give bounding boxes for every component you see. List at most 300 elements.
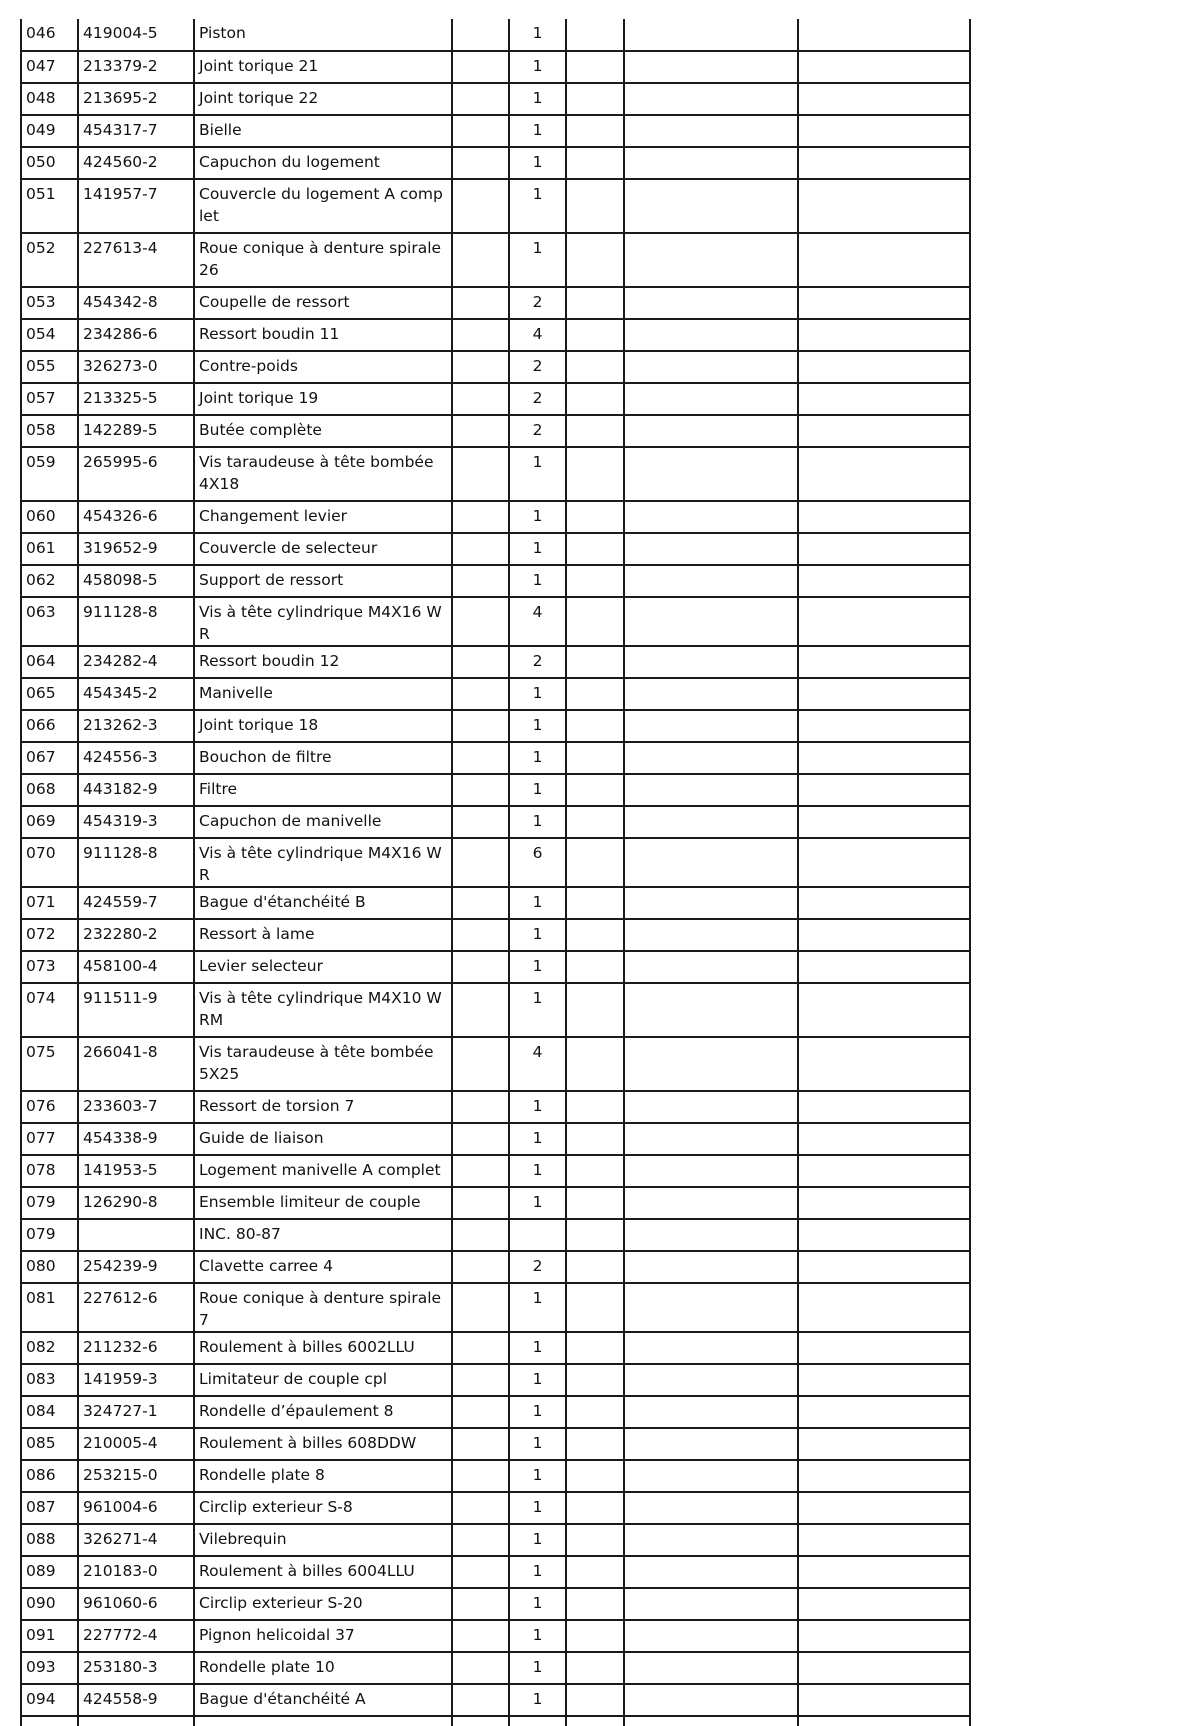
blank-cell xyxy=(566,1396,624,1428)
table-row xyxy=(21,115,970,147)
blank-cell xyxy=(452,83,509,115)
blank-cell xyxy=(798,51,970,83)
quantity-cell: 1 xyxy=(509,1524,566,1556)
blank-cell xyxy=(798,83,970,115)
blank-cell xyxy=(798,887,970,919)
description-cell: Guide de liaison xyxy=(194,1123,452,1155)
part-number-cell: 419004-5 xyxy=(78,19,194,51)
blank-cell xyxy=(452,1588,509,1620)
position-cell: 079 xyxy=(21,1219,78,1251)
table-row xyxy=(21,1332,970,1364)
quantity-cell: 1 xyxy=(509,1684,566,1716)
blank-cell xyxy=(452,1283,509,1332)
quantity-cell: 1 xyxy=(509,233,566,287)
blank-cell xyxy=(798,501,970,533)
part-number-cell: 424556-3 xyxy=(78,742,194,774)
blank-cell xyxy=(798,1460,970,1492)
quantity-cell: 6 xyxy=(509,838,566,887)
blank-cell xyxy=(566,1652,624,1684)
position-cell: 069 xyxy=(21,806,78,838)
blank-cell xyxy=(798,1556,970,1588)
blank-cell xyxy=(452,951,509,983)
part-number-cell: 424559-7 xyxy=(78,887,194,919)
blank-cell xyxy=(798,1652,970,1684)
position-cell: 050 xyxy=(21,147,78,179)
blank-cell xyxy=(452,1091,509,1123)
blank-cell xyxy=(452,774,509,806)
blank-cell xyxy=(624,806,798,838)
table-row xyxy=(21,319,970,351)
blank-cell xyxy=(798,919,970,951)
quantity-cell: 1 xyxy=(509,51,566,83)
blank-cell xyxy=(566,319,624,351)
quantity-cell: 1 xyxy=(509,447,566,501)
position-cell: 083 xyxy=(21,1364,78,1396)
table-row xyxy=(21,351,970,383)
blank-cell xyxy=(624,383,798,415)
blank-cell xyxy=(566,351,624,383)
blank-cell xyxy=(624,501,798,533)
position-cell: 077 xyxy=(21,1123,78,1155)
quantity-cell: 1 xyxy=(509,1428,566,1460)
blank-cell xyxy=(798,1037,970,1091)
description-cell: Limitateur de couple cpl xyxy=(194,1364,452,1396)
blank-cell xyxy=(566,51,624,83)
part-number-cell: 253215-0 xyxy=(78,1460,194,1492)
part-number-cell: 961004-6 xyxy=(78,1492,194,1524)
blank-cell xyxy=(624,83,798,115)
blank-cell xyxy=(624,319,798,351)
quantity-cell: 1 xyxy=(509,1283,566,1332)
blank-cell xyxy=(624,1652,798,1684)
table-row xyxy=(21,1492,970,1524)
description-cell: Bague d'étanchéité A xyxy=(194,1684,452,1716)
table-row xyxy=(21,1396,970,1428)
position-cell: 063 xyxy=(21,597,78,646)
description-cell: Joint torique 22 xyxy=(194,83,452,115)
description-cell: Bielle xyxy=(194,115,452,147)
quantity-cell: 1 xyxy=(509,1492,566,1524)
blank-cell xyxy=(566,1219,624,1251)
blank-cell xyxy=(566,678,624,710)
blank-cell xyxy=(798,710,970,742)
blank-cell xyxy=(798,1524,970,1556)
blank-cell xyxy=(566,951,624,983)
blank-cell xyxy=(624,179,798,233)
part-number-cell: 233603-7 xyxy=(78,1091,194,1123)
position-cell: 064 xyxy=(21,646,78,678)
blank-cell xyxy=(798,1155,970,1187)
blank-cell xyxy=(452,287,509,319)
blank-cell xyxy=(798,1428,970,1460)
table-row xyxy=(21,1037,970,1091)
table-row xyxy=(21,447,970,501)
position-cell: 052 xyxy=(21,233,78,287)
position-cell: 051 xyxy=(21,179,78,233)
description-cell: Couvercle de selecteur xyxy=(194,533,452,565)
blank-cell xyxy=(798,351,970,383)
blank-cell xyxy=(452,1716,509,1726)
blank-cell xyxy=(798,1251,970,1283)
blank-cell xyxy=(798,1123,970,1155)
blank-cell xyxy=(798,19,970,51)
quantity-cell: 1 xyxy=(509,1396,566,1428)
part-number-cell: 126290-8 xyxy=(78,1187,194,1219)
position-cell: 062 xyxy=(21,565,78,597)
position-cell: 059 xyxy=(21,447,78,501)
blank-cell xyxy=(624,565,798,597)
blank-cell xyxy=(798,1219,970,1251)
blank-cell xyxy=(798,287,970,319)
blank-cell xyxy=(566,233,624,287)
part-number-cell: 141959-3 xyxy=(78,1364,194,1396)
blank-cell xyxy=(566,710,624,742)
table-row xyxy=(21,1283,970,1332)
blank-cell xyxy=(452,1684,509,1716)
description-cell: Circlip exterieur S-20 xyxy=(194,1588,452,1620)
table-row xyxy=(21,179,970,233)
blank-cell xyxy=(798,806,970,838)
part-number-cell: 454319-3 xyxy=(78,806,194,838)
quantity-cell: 2 xyxy=(509,415,566,447)
blank-cell xyxy=(566,646,624,678)
blank-cell xyxy=(452,447,509,501)
blank-cell xyxy=(566,179,624,233)
description-cell: Ressort à lame xyxy=(194,919,452,951)
blank-cell xyxy=(624,1588,798,1620)
position-cell: 071 xyxy=(21,887,78,919)
part-number-cell: 911128-8 xyxy=(78,597,194,646)
table-row xyxy=(21,233,970,287)
blank-cell xyxy=(624,951,798,983)
blank-cell xyxy=(798,983,970,1037)
quantity-cell: 1 xyxy=(509,1620,566,1652)
blank-cell xyxy=(624,1620,798,1652)
blank-cell xyxy=(624,1460,798,1492)
table-row xyxy=(21,415,970,447)
position-cell: 048 xyxy=(21,83,78,115)
position-cell: 066 xyxy=(21,710,78,742)
table-row xyxy=(21,1123,970,1155)
table-row xyxy=(21,806,970,838)
quantity-cell: 1 xyxy=(509,1155,566,1187)
blank-cell xyxy=(624,233,798,287)
table-row xyxy=(21,1652,970,1684)
position-cell: 046 xyxy=(21,19,78,51)
description-cell: Ensemble limiteur de couple xyxy=(194,1187,452,1219)
table-row xyxy=(21,287,970,319)
part-number-cell: 213695-2 xyxy=(78,83,194,115)
table-row xyxy=(21,710,970,742)
position-cell: 076 xyxy=(21,1091,78,1123)
blank-cell xyxy=(452,742,509,774)
description-cell: Clavette carree 4 xyxy=(194,1251,452,1283)
blank-cell xyxy=(566,919,624,951)
position-cell: 057 xyxy=(21,383,78,415)
part-number-cell: 211232-6 xyxy=(78,1332,194,1364)
blank-cell xyxy=(566,742,624,774)
quantity-cell: 2 xyxy=(509,351,566,383)
part-number-cell: 458098-5 xyxy=(78,565,194,597)
part-number-cell: 227613-4 xyxy=(78,233,194,287)
table-row xyxy=(21,147,970,179)
description-cell: Vis taraudeuse à tête bombée 5X25 xyxy=(194,1037,452,1091)
table-row xyxy=(21,646,970,678)
blank-cell xyxy=(798,774,970,806)
blank-cell xyxy=(566,1251,624,1283)
description-cell: Bague d'étanchéité B xyxy=(194,887,452,919)
blank-cell xyxy=(798,597,970,646)
blank-cell xyxy=(624,287,798,319)
blank-cell xyxy=(21,1716,78,1726)
position-cell: 084 xyxy=(21,1396,78,1428)
blank-cell xyxy=(798,838,970,887)
blank-cell xyxy=(452,179,509,233)
blank-cell xyxy=(624,983,798,1037)
part-number-cell: 210005-4 xyxy=(78,1428,194,1460)
table-row xyxy=(21,1620,970,1652)
quantity-cell: 4 xyxy=(509,597,566,646)
blank-cell xyxy=(78,1716,194,1726)
description-cell: Ressort de torsion 7 xyxy=(194,1091,452,1123)
blank-cell xyxy=(566,1091,624,1123)
blank-cell xyxy=(452,501,509,533)
blank-cell xyxy=(452,233,509,287)
quantity-cell: 1 xyxy=(509,1364,566,1396)
position-cell: 053 xyxy=(21,287,78,319)
description-cell: Rondelle d’épaulement 8 xyxy=(194,1396,452,1428)
blank-cell xyxy=(452,1428,509,1460)
blank-cell xyxy=(566,1428,624,1460)
part-number-cell: 234286-6 xyxy=(78,319,194,351)
table-row xyxy=(21,919,970,951)
blank-cell xyxy=(624,646,798,678)
description-cell: Joint torique 18 xyxy=(194,710,452,742)
blank-cell xyxy=(566,1283,624,1332)
table-row xyxy=(21,1524,970,1556)
quantity-cell: 1 xyxy=(509,919,566,951)
part-number-cell: 234282-4 xyxy=(78,646,194,678)
blank-cell xyxy=(624,1187,798,1219)
quantity-cell: 1 xyxy=(509,1123,566,1155)
part-number-cell: 142289-5 xyxy=(78,415,194,447)
position-cell: 094 xyxy=(21,1684,78,1716)
blank-cell xyxy=(624,1396,798,1428)
quantity-cell: 1 xyxy=(509,115,566,147)
quantity-cell: 1 xyxy=(509,806,566,838)
blank-cell xyxy=(624,678,798,710)
blank-cell xyxy=(624,1364,798,1396)
part-number-cell: 454342-8 xyxy=(78,287,194,319)
part-number-cell: 266041-8 xyxy=(78,1037,194,1091)
position-cell: 087 xyxy=(21,1492,78,1524)
blank-cell xyxy=(624,838,798,887)
part-number-cell: 227772-4 xyxy=(78,1620,194,1652)
blank-cell xyxy=(452,147,509,179)
table-row xyxy=(21,533,970,565)
quantity-cell xyxy=(509,1219,566,1251)
description-cell: Vis à tête cylindrique M4X10 WRM xyxy=(194,983,452,1037)
description-cell: Support de ressort xyxy=(194,565,452,597)
blank-cell xyxy=(798,1283,970,1332)
table-row xyxy=(21,1187,970,1219)
quantity-cell: 1 xyxy=(509,533,566,565)
table-row xyxy=(21,1460,970,1492)
part-number-cell: 326271-4 xyxy=(78,1524,194,1556)
blank-cell xyxy=(624,533,798,565)
blank-cell xyxy=(566,1187,624,1219)
blank-cell xyxy=(452,1332,509,1364)
blank-cell xyxy=(798,1588,970,1620)
position-cell: 085 xyxy=(21,1428,78,1460)
part-number-cell: 213379-2 xyxy=(78,51,194,83)
blank-cell xyxy=(452,51,509,83)
position-cell: 089 xyxy=(21,1556,78,1588)
description-cell: Roulement à billes 6002LLU xyxy=(194,1332,452,1364)
position-cell: 047 xyxy=(21,51,78,83)
blank-cell xyxy=(624,710,798,742)
blank-cell xyxy=(566,383,624,415)
blank-cell xyxy=(452,887,509,919)
description-cell: Couvercle du logement A complet xyxy=(194,179,452,233)
table-row xyxy=(21,1219,970,1251)
position-cell: 058 xyxy=(21,415,78,447)
description-cell: Vilebrequin xyxy=(194,1524,452,1556)
blank-cell xyxy=(452,1364,509,1396)
blank-cell xyxy=(624,1155,798,1187)
blank-cell xyxy=(566,1492,624,1524)
quantity-cell: 4 xyxy=(509,319,566,351)
quantity-cell: 1 xyxy=(509,1187,566,1219)
table-row xyxy=(21,1155,970,1187)
part-number-cell: 324727-1 xyxy=(78,1396,194,1428)
part-number-cell: 253180-3 xyxy=(78,1652,194,1684)
table-row xyxy=(21,501,970,533)
blank-cell xyxy=(624,1556,798,1588)
blank-cell xyxy=(452,319,509,351)
blank-cell xyxy=(452,1219,509,1251)
blank-cell xyxy=(624,774,798,806)
table-row xyxy=(21,1588,970,1620)
position-cell: 079 xyxy=(21,1187,78,1219)
blank-cell xyxy=(798,1364,970,1396)
blank-cell xyxy=(509,1716,566,1726)
blank-cell xyxy=(798,319,970,351)
blank-cell xyxy=(452,1556,509,1588)
description-cell: Manivelle xyxy=(194,678,452,710)
table-row xyxy=(21,1684,970,1716)
blank-cell xyxy=(452,983,509,1037)
blank-cell xyxy=(566,565,624,597)
position-cell: 075 xyxy=(21,1037,78,1091)
description-cell: Changement levier xyxy=(194,501,452,533)
position-cell: 073 xyxy=(21,951,78,983)
part-number-cell: 454317-7 xyxy=(78,115,194,147)
blank-cell xyxy=(566,1460,624,1492)
quantity-cell: 2 xyxy=(509,1251,566,1283)
blank-cell xyxy=(452,838,509,887)
blank-cell xyxy=(566,83,624,115)
table-row xyxy=(21,19,970,51)
part-number-cell: 424558-9 xyxy=(78,1684,194,1716)
description-cell: Joint torique 19 xyxy=(194,383,452,415)
description-cell: Roue conique à denture spirale 7 xyxy=(194,1283,452,1332)
position-cell: 067 xyxy=(21,742,78,774)
table-row xyxy=(21,983,970,1037)
quantity-cell: 1 xyxy=(509,147,566,179)
part-number-cell xyxy=(78,1219,194,1251)
description-cell: Contre-poids xyxy=(194,351,452,383)
blank-cell xyxy=(452,1187,509,1219)
part-number-cell: 319652-9 xyxy=(78,533,194,565)
part-number-cell: 141957-7 xyxy=(78,179,194,233)
description-cell: Rondelle plate 10 xyxy=(194,1652,452,1684)
quantity-cell: 4 xyxy=(509,1037,566,1091)
table-row xyxy=(21,1556,970,1588)
blank-cell xyxy=(798,646,970,678)
table-row xyxy=(21,51,970,83)
blank-cell xyxy=(566,115,624,147)
blank-cell xyxy=(452,1123,509,1155)
position-cell: 088 xyxy=(21,1524,78,1556)
position-cell: 061 xyxy=(21,533,78,565)
position-cell: 078 xyxy=(21,1155,78,1187)
blank-cell xyxy=(566,447,624,501)
blank-cell xyxy=(566,1155,624,1187)
description-cell: Ressort boudin 11 xyxy=(194,319,452,351)
blank-cell xyxy=(452,1460,509,1492)
quantity-cell: 1 xyxy=(509,887,566,919)
blank-cell xyxy=(452,678,509,710)
quantity-cell: 2 xyxy=(509,287,566,319)
table-row xyxy=(21,838,970,887)
blank-cell xyxy=(798,179,970,233)
blank-cell xyxy=(798,447,970,501)
blank-cell xyxy=(798,1620,970,1652)
table-row xyxy=(21,887,970,919)
blank-cell xyxy=(624,1524,798,1556)
blank-cell xyxy=(624,742,798,774)
blank-cell xyxy=(798,147,970,179)
blank-cell xyxy=(566,838,624,887)
blank-cell xyxy=(624,1283,798,1332)
position-cell: 055 xyxy=(21,351,78,383)
position-cell: 072 xyxy=(21,919,78,951)
blank-cell xyxy=(624,1332,798,1364)
part-number-cell: 454345-2 xyxy=(78,678,194,710)
blank-cell xyxy=(624,1219,798,1251)
blank-cell xyxy=(566,415,624,447)
part-number-cell: 254239-9 xyxy=(78,1251,194,1283)
position-cell: 093 xyxy=(21,1652,78,1684)
part-number-cell: 911128-8 xyxy=(78,838,194,887)
blank-cell xyxy=(798,678,970,710)
quantity-cell: 1 xyxy=(509,1652,566,1684)
blank-cell xyxy=(566,1364,624,1396)
description-cell: Piston xyxy=(194,19,452,51)
description-cell: Joint torique 21 xyxy=(194,51,452,83)
blank-cell xyxy=(566,1332,624,1364)
blank-cell xyxy=(624,1684,798,1716)
blank-cell xyxy=(798,233,970,287)
blank-cell xyxy=(452,351,509,383)
part-number-cell: 454326-6 xyxy=(78,501,194,533)
blank-cell xyxy=(452,1652,509,1684)
description-cell: Ressort boudin 12 xyxy=(194,646,452,678)
position-cell: 070 xyxy=(21,838,78,887)
description-cell: Filtre xyxy=(194,774,452,806)
blank-cell xyxy=(566,1556,624,1588)
